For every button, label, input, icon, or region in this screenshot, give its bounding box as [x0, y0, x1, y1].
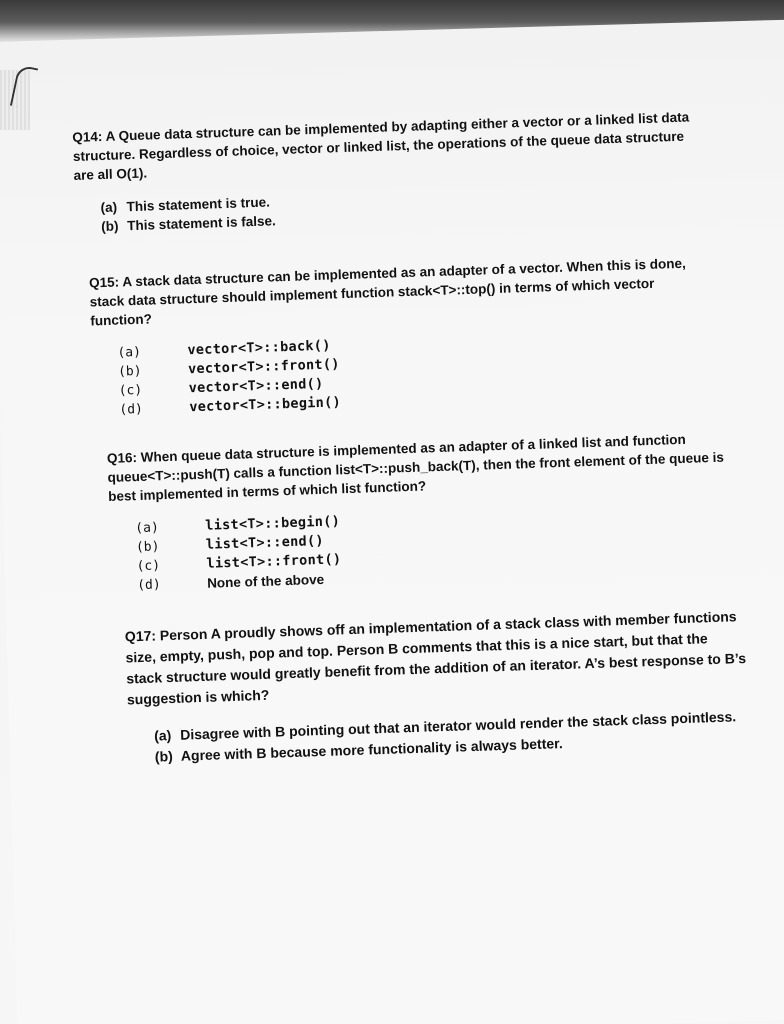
- option-letter: (b): [154, 748, 174, 765]
- option-text: vector<T>::front(): [187, 356, 340, 378]
- option-letter: (c): [136, 558, 161, 575]
- question-prompt: Q15: A stack data structure can be implemented as an adapter of a vector. When this is done, stack data structure should implement function stack<T>::top() in terms of which vector function?: [88, 255, 686, 329]
- question-prompt: Q14: A Queue data structure can be implemented by adapting either a vector or a linked list data structure. Regardless of choice, vector or linked list, the operations of the queue data structure are all O(1).: [72, 109, 690, 183]
- option-letter: (d): [119, 401, 144, 418]
- option-letter: (a): [135, 520, 160, 537]
- option-text: This statement is false.: [127, 213, 276, 234]
- option-letter: (b): [135, 539, 160, 556]
- option-letter: (d): [136, 577, 161, 594]
- option-letter: (a): [153, 727, 172, 744]
- question-prompt: Q17: Person A proudly shows off an implementation of a stack class with member functions size, empty, push, pop and top. Person B comments that this is a nice start, but that the stack structure would greatly benefit from the addition of an iterator. A’s best response to B’s suggestion is which?: [124, 608, 747, 708]
- option-text: vector<T>::begin(): [189, 394, 342, 416]
- question-q15: [89, 253, 714, 420]
- option-text: list<T>::front(): [206, 551, 342, 572]
- option-letter: (c): [118, 382, 143, 399]
- option-letter: (b): [117, 363, 142, 380]
- option-text: list<T>::end(): [205, 532, 325, 553]
- option-text: vector<T>::back(): [187, 337, 331, 359]
- option-text: Disagree with B pointing out that an iterator would render the stack class pointless.: [179, 708, 737, 743]
- option-text: Agree with B because more functionality is always better.: [180, 735, 563, 764]
- question-q14: [72, 107, 695, 236]
- option-text: None of the above: [206, 571, 325, 591]
- question-q16: [107, 428, 732, 595]
- option-letter: (a): [117, 344, 142, 361]
- option-text: vector<T>::end(): [188, 375, 324, 397]
- option-letter: (a): [100, 199, 118, 216]
- question-prompt: Q16: When queue data structure is implemented as an adapter of a linked list and function queue<T>::push(T) calls a function list<T>::push_back(T), then the front element of the queue is best implemented in terms of which list function?: [106, 431, 725, 504]
- option-text: list<T>::begin(): [204, 513, 341, 534]
- option-text: This statement is true.: [126, 194, 271, 215]
- option-letter: (b): [101, 218, 119, 235]
- question-q17: [125, 606, 749, 768]
